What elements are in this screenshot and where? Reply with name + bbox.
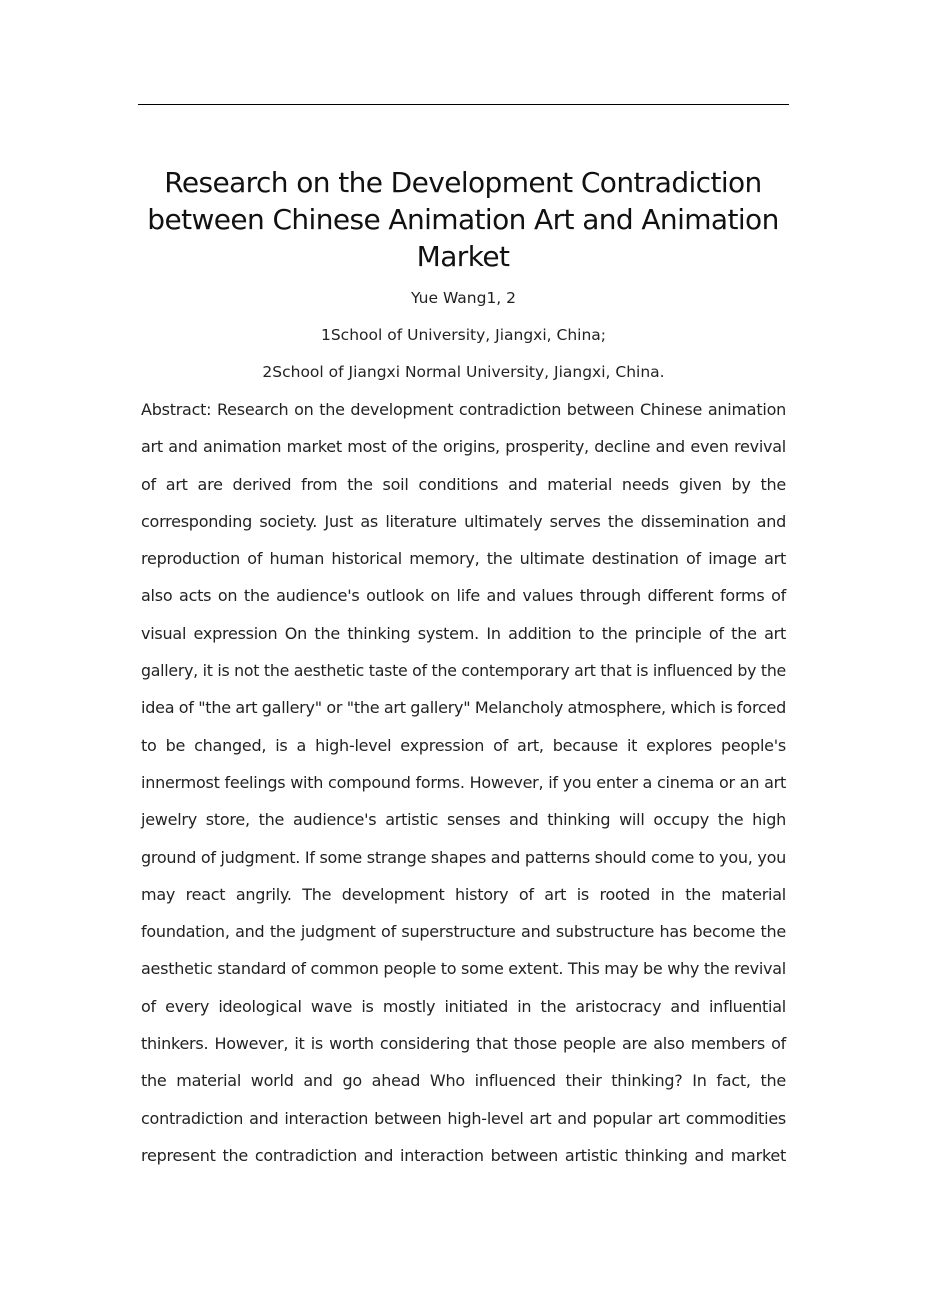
abstract-line: the material world and go ahead Who influenced their thinking? In fact, the — [141, 1071, 786, 1091]
abstract-line: Abstract: Research on the development contradiction between Chinese animation — [141, 400, 786, 419]
affiliation-1: 1School of University, Jiangxi, China; — [320, 326, 607, 344]
abstract-line: corresponding society. Just as literature ultimately serves the dissemination and — [141, 511, 786, 531]
abstract-line: of every ideological wave is mostly initiated in the aristocracy and influential — [141, 996, 786, 1016]
abstract-line: reproduction of human historical memory, the ultimate destination of image art — [141, 549, 786, 569]
paper-title — [120, 164, 806, 275]
header-rule — [138, 104, 789, 105]
abstract-line: art and animation market most of the origins, prosperity, decline and even revival — [141, 437, 786, 457]
affiliation-2: 2School of Jiangxi Normal University, Jiangxi, China. — [262, 363, 665, 381]
abstract-line: innermost feelings with compound forms. However, if you enter a cinema or an art — [141, 772, 786, 792]
abstract-line: foundation, and the judgment of superstructure and substructure has become the — [141, 922, 786, 942]
abstract-line: thinkers. However, it is worth considering that those people are also members of — [141, 1034, 786, 1054]
title-line: between Chinese Animation Art and Animation — [147, 203, 779, 236]
abstract-line: jewelry store, the audience's artistic senses and thinking will occupy the high — [141, 810, 786, 830]
abstract-line: may react angrily. The development history of art is rooted in the material — [141, 884, 786, 904]
abstract-line: contradiction and interaction between high-level art and popular art commodities — [141, 1108, 786, 1128]
abstract-line: of art are derived from the soil conditions and material needs given by the — [141, 474, 786, 494]
abstract-body — [141, 398, 786, 1181]
abstract-line: also acts on the audience's outlook on life and values through different forms of — [141, 586, 786, 606]
abstract-line: to be changed, is a high-level expression of art, because it explores people's — [141, 735, 786, 755]
abstract-line: visual expression On the thinking system. In addition to the principle of the art — [141, 623, 786, 643]
abstract-line: ground of judgment. If some strange shapes and patterns should come to you, you — [141, 847, 786, 867]
abstract-line: idea of "the art gallery" or "the art gallery" Melancholy atmosphere, which is forced — [141, 698, 786, 718]
abstract-line: gallery, it is not the aesthetic taste of the contemporary art that is influenced by the — [141, 661, 786, 681]
abstract-line: represent the contradiction and interaction between artistic thinking and market — [141, 1145, 786, 1165]
title-line: Research on the Development Contradiction — [164, 166, 762, 199]
abstract-line: aesthetic standard of common people to some extent. This may be why the revival — [141, 959, 786, 979]
title-line: Market — [416, 240, 510, 273]
author-list: Yue Wang1, 2 — [410, 289, 517, 307]
